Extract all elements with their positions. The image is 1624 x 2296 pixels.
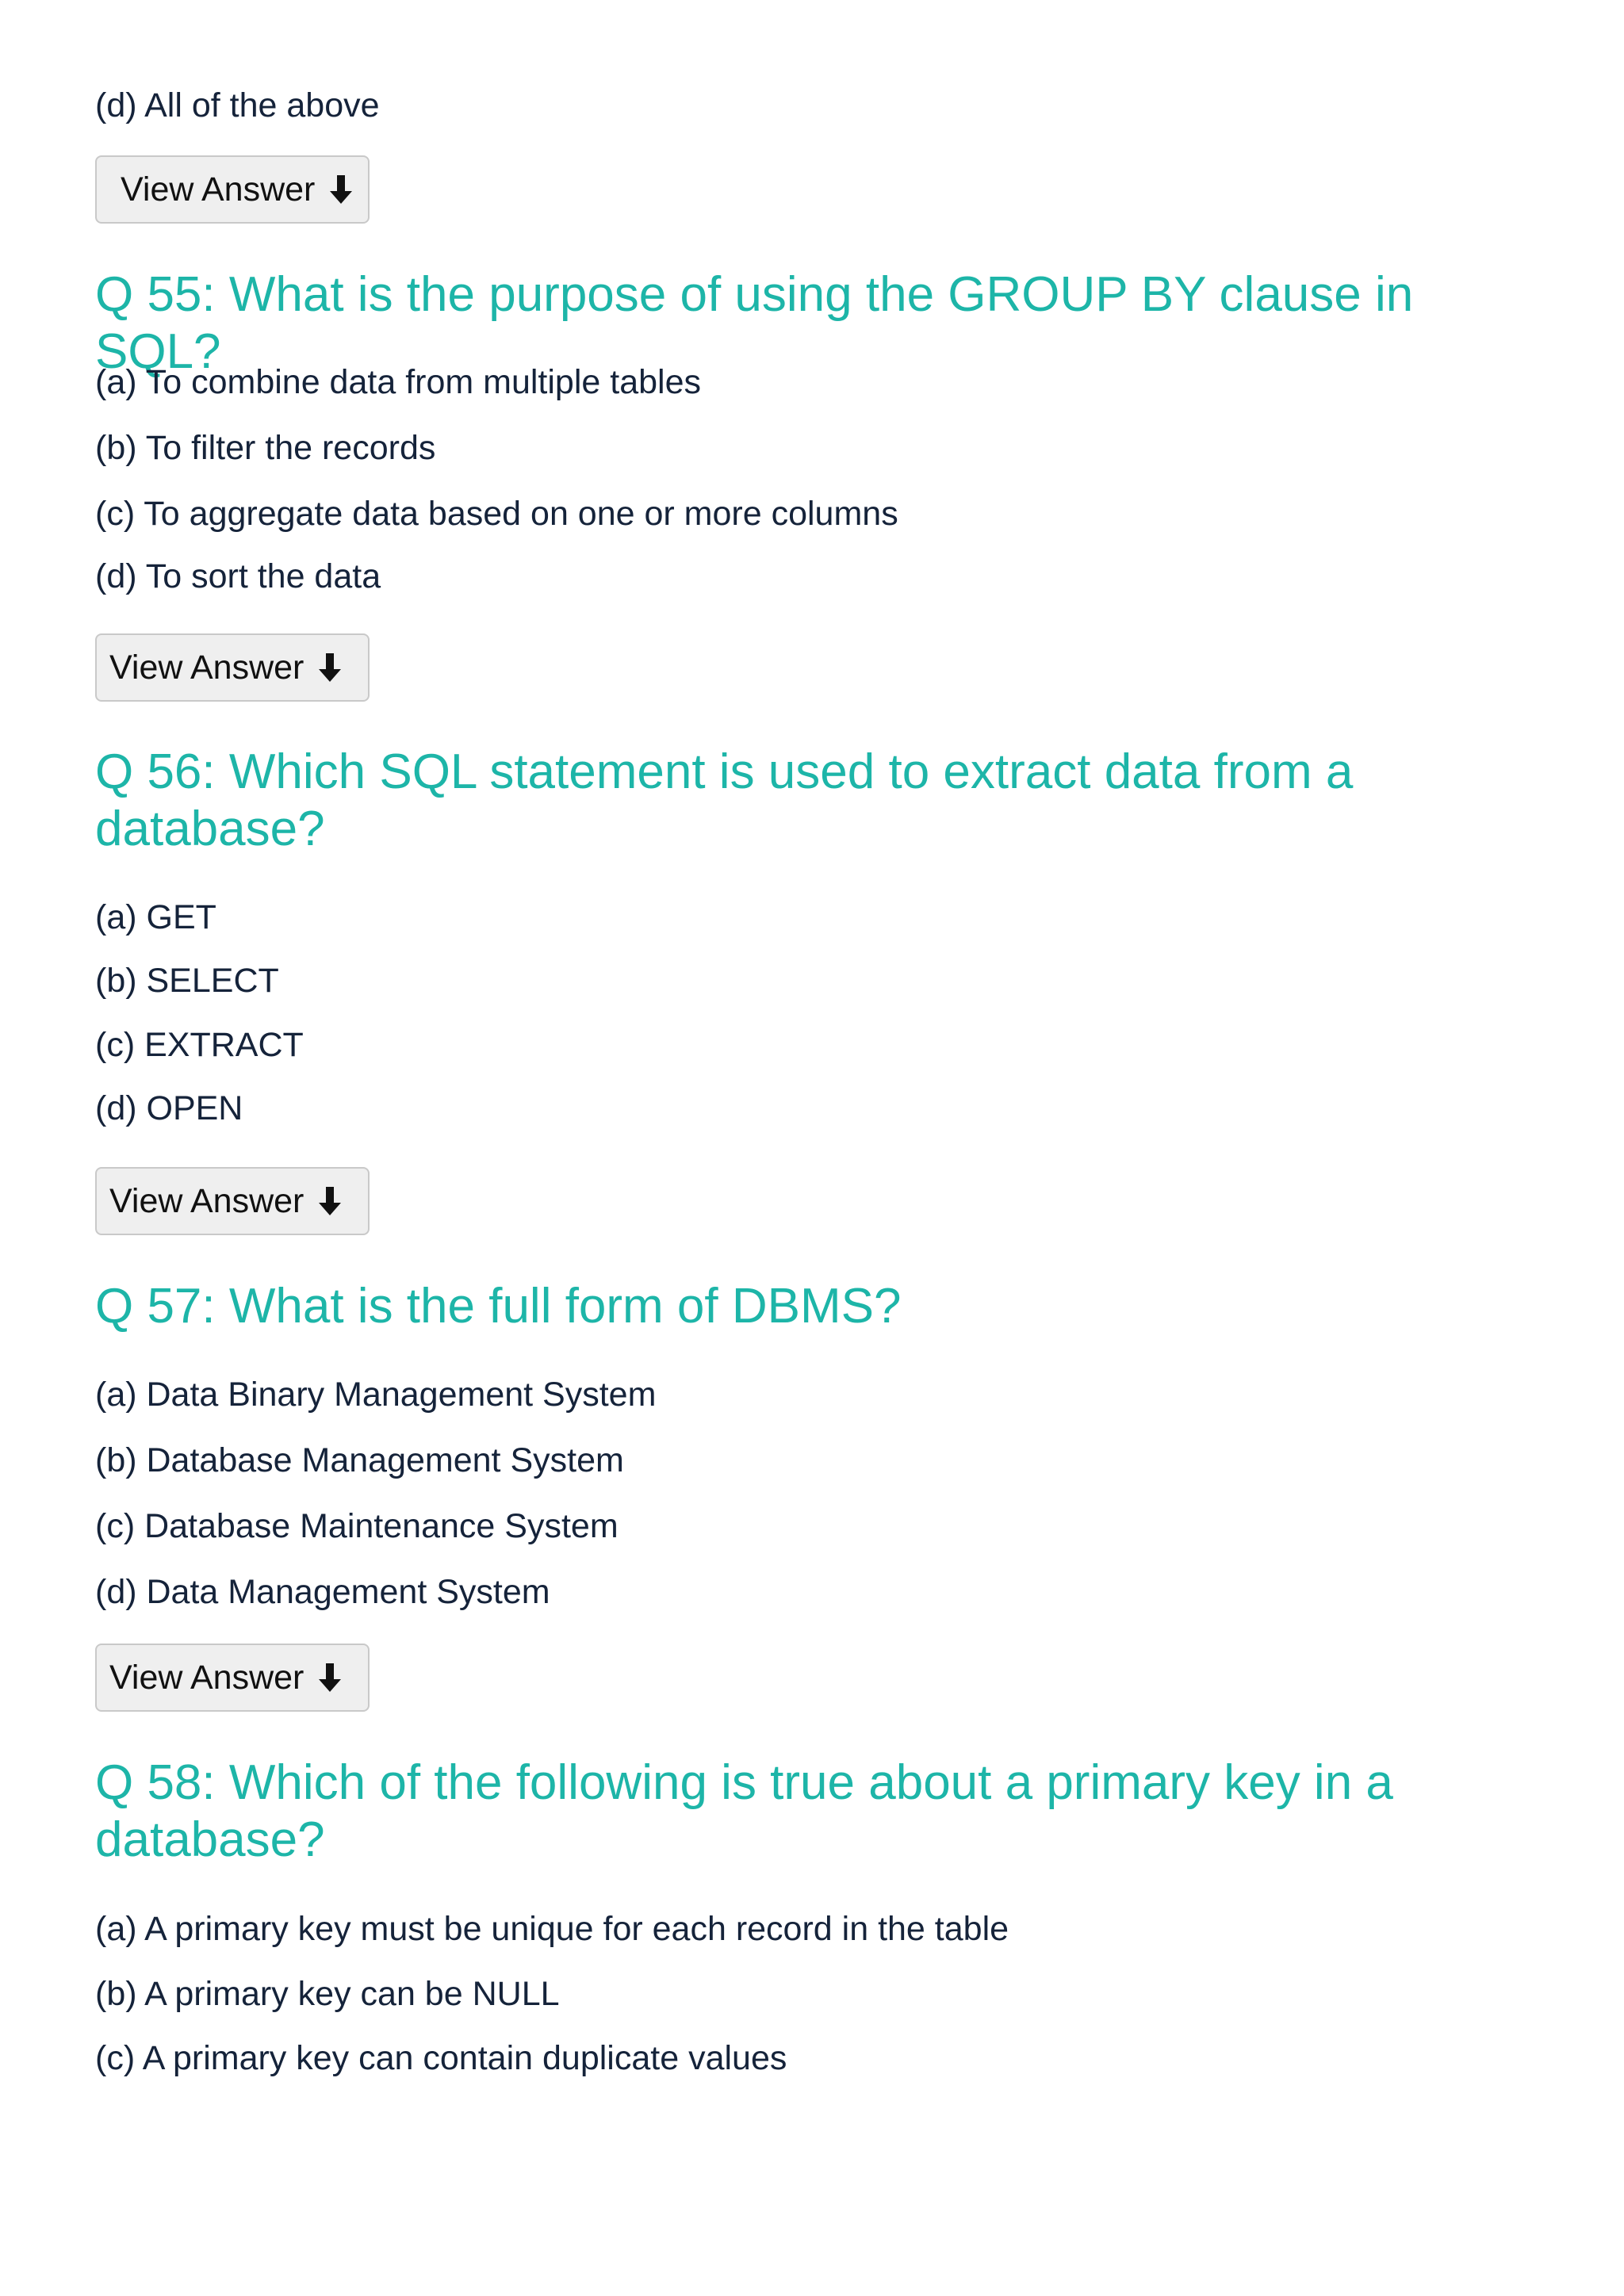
option-a: (a) Data Binary Management System (95, 1376, 657, 1414)
option-a: (a) GET (95, 898, 216, 936)
question-title: Q 55: What is the purpose of using the GROUP BY clause in SQL? (95, 267, 1414, 379)
view-answer-button[interactable] (95, 633, 370, 702)
option-d: (d) Data Management System (95, 1573, 550, 1611)
option-a: (a) To combine data from multiple tables (95, 363, 702, 401)
option-c: (c) To aggregate data based on one or more columns (95, 495, 898, 533)
view-answer-label: View Answer (109, 1658, 304, 1697)
arrow-down-icon (318, 652, 342, 683)
option-c: (c) EXTRACT (95, 1026, 304, 1064)
view-answer-label: View Answer (121, 170, 316, 209)
option-d: (d) OPEN (95, 1089, 243, 1127)
option-b: (b) A primary key can be NULL (95, 1975, 560, 2013)
option-b: (b) Database Management System (95, 1441, 624, 1479)
option-d: (d) All of the above (95, 86, 380, 124)
option-c: (c) A primary key can contain duplicate values (95, 2039, 787, 2077)
view-answer-label: View Answer (109, 648, 304, 687)
view-answer-button[interactable] (95, 155, 370, 224)
arrow-down-icon (329, 174, 353, 205)
option-d: (d) To sort the data (95, 557, 381, 595)
option-c: (c) Database Maintenance System (95, 1507, 619, 1545)
option-a: (a) A primary key must be unique for each record in the table (95, 1910, 1009, 1948)
option-b: (b) To filter the records (95, 429, 436, 467)
question-title: Q 57: What is the full form of DBMS? (95, 1279, 902, 1334)
option-b: (b) SELECT (95, 962, 279, 1000)
question-title: Q 58: Which of the following is true about a primary key in a database? (95, 1755, 1393, 1867)
arrow-down-icon (318, 1662, 342, 1693)
question-title: Q 56: Which SQL statement is used to extract data from a database? (95, 744, 1354, 856)
view-answer-button[interactable] (95, 1644, 370, 1712)
view-answer-button[interactable] (95, 1167, 370, 1235)
view-answer-label: View Answer (109, 1181, 304, 1220)
arrow-down-icon (318, 1185, 342, 1217)
